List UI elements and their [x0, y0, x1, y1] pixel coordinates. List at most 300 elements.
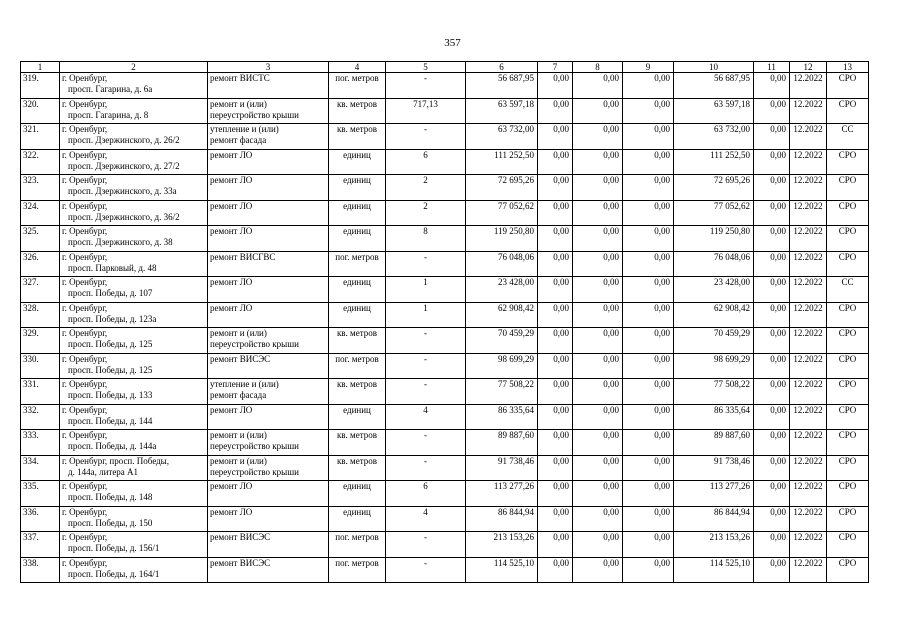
- unit-cell: кв. метров: [329, 379, 386, 405]
- address-line-2: просп. Победы, д. 156/1: [68, 543, 160, 553]
- work-type-line-1: ремонт ЛО: [210, 200, 253, 211]
- completion-date-cell: 12.2022: [790, 200, 827, 226]
- column-header: 8: [573, 62, 623, 73]
- owner-funds-cell: 114 525,10: [674, 557, 754, 583]
- unit-cell: единиц: [329, 506, 386, 532]
- work-type-line-1: утепление и (или): [210, 379, 279, 389]
- address-cell: [60, 302, 208, 328]
- local-funds-cell: 0,00: [623, 379, 674, 405]
- fund-type-cell: СРО: [827, 302, 869, 328]
- unit-cell: единиц: [329, 226, 386, 252]
- regional-funds-cell: 0,00: [573, 353, 623, 379]
- work-type-line-1: ремонт ЛО: [210, 506, 253, 517]
- unit-cell: единиц: [329, 149, 386, 175]
- row-number-cell: 327.: [21, 277, 60, 303]
- address-line-2: просп. Парковый, д. 48: [68, 262, 157, 273]
- total-cost-cell: 77 052,62: [466, 200, 538, 226]
- other-funds-cell: 0,00: [754, 200, 790, 226]
- quantity-cell: 4: [386, 506, 466, 532]
- table-row: [21, 302, 869, 328]
- work-type-line-1: утепление и (или): [210, 124, 279, 134]
- address-line-1: г. Оренбург,: [62, 251, 108, 262]
- fund-type-cell: СРО: [827, 328, 869, 354]
- row-number-cell: 332.: [21, 404, 60, 430]
- other-funds-cell: 0,00: [754, 73, 790, 99]
- work-type-cell: [208, 379, 329, 405]
- regional-funds-cell: 0,00: [573, 328, 623, 354]
- federal-funds-cell: 0,00: [538, 302, 573, 328]
- address-line-2: просп. Победы, д. 150: [68, 517, 153, 528]
- local-funds-cell: 0,00: [623, 124, 674, 150]
- unit-cell: пог. метров: [329, 251, 386, 277]
- local-funds-cell: 0,00: [623, 328, 674, 354]
- work-type-line-2: ремонт фасада: [210, 135, 267, 145]
- table-row: [21, 379, 869, 405]
- column-header: 10: [674, 62, 754, 73]
- owner-funds-cell: 91 738,46: [674, 455, 754, 481]
- work-type-line-1: ремонт и (или): [210, 430, 267, 440]
- other-funds-cell: 0,00: [754, 379, 790, 405]
- quantity-cell: -: [386, 251, 466, 277]
- address-line-2: просп. Победы, д. 125: [68, 339, 153, 349]
- unit-cell: единиц: [329, 302, 386, 328]
- table-row: [21, 481, 869, 507]
- work-type-line-1: ремонт ЛО: [210, 481, 253, 491]
- row-number-cell: 326.: [21, 251, 60, 277]
- other-funds-cell: 0,00: [754, 557, 790, 583]
- address-line-1: г. Оренбург,: [62, 149, 108, 160]
- regional-funds-cell: 0,00: [573, 302, 623, 328]
- address-line-1: г. Оренбург,: [62, 200, 108, 211]
- local-funds-cell: 0,00: [623, 149, 674, 175]
- federal-funds-cell: 0,00: [538, 175, 573, 201]
- owner-funds-cell: 77 508,22: [674, 379, 754, 405]
- work-type-cell: [208, 124, 329, 150]
- quantity-cell: 6: [386, 481, 466, 507]
- fund-type-cell: СС: [827, 277, 869, 303]
- quantity-cell: 2: [386, 200, 466, 226]
- federal-funds-cell: 0,00: [538, 481, 573, 507]
- quantity-cell: -: [386, 379, 466, 405]
- column-number-row: [21, 62, 869, 73]
- column-header: 1: [21, 62, 60, 73]
- owner-funds-cell: 89 887,60: [674, 430, 754, 456]
- local-funds-cell: 0,00: [623, 481, 674, 507]
- total-cost-cell: 76 048,06: [466, 251, 538, 277]
- fund-type-cell: СРО: [827, 149, 869, 175]
- regional-funds-cell: 0,00: [573, 149, 623, 175]
- other-funds-cell: 0,00: [754, 149, 790, 175]
- completion-date-cell: 12.2022: [790, 251, 827, 277]
- regional-funds-cell: 0,00: [573, 379, 623, 405]
- federal-funds-cell: 0,00: [538, 532, 573, 558]
- local-funds-cell: 0,00: [623, 175, 674, 201]
- total-cost-cell: 98 699,29: [466, 353, 538, 379]
- local-funds-cell: 0,00: [623, 353, 674, 379]
- completion-date-cell: 12.2022: [790, 277, 827, 303]
- address-cell: [60, 506, 208, 532]
- address-line-1: г. Оренбург,: [62, 302, 108, 313]
- quantity-cell: -: [386, 353, 466, 379]
- unit-cell: пог. метров: [329, 532, 386, 558]
- unit-cell: пог. метров: [329, 353, 386, 379]
- fund-type-cell: СС: [827, 124, 869, 150]
- owner-funds-cell: 62 908,42: [674, 302, 754, 328]
- table-row: [21, 404, 869, 430]
- local-funds-cell: 0,00: [623, 73, 674, 99]
- address-cell: [60, 200, 208, 226]
- column-header: 2: [60, 62, 208, 73]
- address-line-2: просп. Гагарина, д. 8: [68, 109, 149, 120]
- unit-cell: единиц: [329, 404, 386, 430]
- other-funds-cell: 0,00: [754, 455, 790, 481]
- federal-funds-cell: 0,00: [538, 430, 573, 456]
- address-line-1: г. Оренбург,: [62, 532, 108, 542]
- owner-funds-cell: 213 153,26: [674, 532, 754, 558]
- total-cost-cell: 91 738,46: [466, 455, 538, 481]
- address-line-1: г. Оренбург,: [62, 226, 108, 236]
- row-number-cell: 320.: [21, 98, 60, 124]
- work-type-cell: [208, 226, 329, 252]
- row-number-cell: 330.: [21, 353, 60, 379]
- other-funds-cell: 0,00: [754, 302, 790, 328]
- work-type-line-2: переустройство крыши: [210, 466, 299, 477]
- quantity-cell: 4: [386, 404, 466, 430]
- work-type-line-1: ремонт и (или): [210, 328, 267, 338]
- regional-funds-cell: 0,00: [573, 481, 623, 507]
- address-cell: [60, 430, 208, 456]
- unit-cell: единиц: [329, 200, 386, 226]
- federal-funds-cell: 0,00: [538, 557, 573, 583]
- work-type-cell: [208, 98, 329, 124]
- row-number-cell: 328.: [21, 302, 60, 328]
- address-line-1: г. Оренбург,: [62, 98, 108, 109]
- table-row: [21, 251, 869, 277]
- local-funds-cell: 0,00: [623, 226, 674, 252]
- page-number: 357: [444, 37, 461, 49]
- row-number-cell: 331.: [21, 379, 60, 405]
- row-number-cell: 337.: [21, 532, 60, 558]
- completion-date-cell: 12.2022: [790, 149, 827, 175]
- quantity-cell: -: [386, 532, 466, 558]
- quantity-cell: 717,13: [386, 98, 466, 124]
- fund-type-cell: СРО: [827, 481, 869, 507]
- quantity-cell: 1: [386, 302, 466, 328]
- owner-funds-cell: 76 048,06: [674, 251, 754, 277]
- address-line-1: г. Оренбург,: [62, 379, 108, 389]
- owner-funds-cell: 63 597,18: [674, 98, 754, 124]
- total-cost-cell: 213 153,26: [466, 532, 538, 558]
- column-header: 6: [466, 62, 538, 73]
- regional-funds-cell: 0,00: [573, 124, 623, 150]
- local-funds-cell: 0,00: [623, 302, 674, 328]
- completion-date-cell: 12.2022: [790, 404, 827, 430]
- local-funds-cell: 0,00: [623, 506, 674, 532]
- table-row: [21, 532, 869, 558]
- work-type-line-1: ремонт ВИСГВС: [210, 251, 276, 262]
- fund-type-cell: СРО: [827, 251, 869, 277]
- unit-cell: единиц: [329, 175, 386, 201]
- address-line-1: г. Оренбург,: [62, 175, 108, 185]
- address-cell: [60, 481, 208, 507]
- regional-funds-cell: 0,00: [573, 277, 623, 303]
- completion-date-cell: 12.2022: [790, 532, 827, 558]
- other-funds-cell: 0,00: [754, 226, 790, 252]
- work-type-line-1: ремонт ЛО: [210, 149, 253, 160]
- completion-date-cell: 12.2022: [790, 124, 827, 150]
- quantity-cell: 1: [386, 277, 466, 303]
- completion-date-cell: 12.2022: [790, 430, 827, 456]
- local-funds-cell: 0,00: [623, 251, 674, 277]
- completion-date-cell: 12.2022: [790, 353, 827, 379]
- other-funds-cell: 0,00: [754, 353, 790, 379]
- address-cell: [60, 404, 208, 430]
- completion-date-cell: 12.2022: [790, 328, 827, 354]
- table-row: [21, 277, 869, 303]
- table-row: [21, 455, 869, 481]
- other-funds-cell: 0,00: [754, 328, 790, 354]
- address-cell: [60, 532, 208, 558]
- address-cell: [60, 149, 208, 175]
- federal-funds-cell: 0,00: [538, 506, 573, 532]
- federal-funds-cell: 0,00: [538, 149, 573, 175]
- total-cost-cell: 86 335,64: [466, 404, 538, 430]
- address-cell: [60, 251, 208, 277]
- work-type-cell: [208, 73, 329, 99]
- owner-funds-cell: 111 252,50: [674, 149, 754, 175]
- local-funds-cell: 0,00: [623, 200, 674, 226]
- work-type-cell: [208, 302, 329, 328]
- address-line-2: просп. Дзержинского, д. 38: [68, 237, 173, 247]
- row-number-cell: 335.: [21, 481, 60, 507]
- address-cell: [60, 328, 208, 354]
- local-funds-cell: 0,00: [623, 277, 674, 303]
- federal-funds-cell: 0,00: [538, 328, 573, 354]
- address-cell: [60, 73, 208, 99]
- table-row: [21, 353, 869, 379]
- address-cell: [60, 277, 208, 303]
- owner-funds-cell: 98 699,29: [674, 353, 754, 379]
- fund-type-cell: СРО: [827, 73, 869, 99]
- regional-funds-cell: 0,00: [573, 73, 623, 99]
- address-cell: [60, 557, 208, 583]
- table-row: [21, 149, 869, 175]
- federal-funds-cell: 0,00: [538, 251, 573, 277]
- unit-cell: кв. метров: [329, 124, 386, 150]
- quantity-cell: -: [386, 455, 466, 481]
- table-row: [21, 98, 869, 124]
- address-line-1: г. Оренбург,: [62, 481, 108, 491]
- row-number-cell: 324.: [21, 200, 60, 226]
- table-row: [21, 175, 869, 201]
- row-number-cell: 321.: [21, 124, 60, 150]
- local-funds-cell: 0,00: [623, 557, 674, 583]
- unit-cell: кв. метров: [329, 328, 386, 354]
- completion-date-cell: 12.2022: [790, 98, 827, 124]
- row-number-cell: 325.: [21, 226, 60, 252]
- work-type-cell: [208, 404, 329, 430]
- fund-type-cell: СРО: [827, 175, 869, 201]
- regional-funds-cell: 0,00: [573, 455, 623, 481]
- regional-funds-cell: 0,00: [573, 251, 623, 277]
- completion-date-cell: 12.2022: [790, 379, 827, 405]
- completion-date-cell: 12.2022: [790, 557, 827, 583]
- column-header: 3: [208, 62, 329, 73]
- local-funds-cell: 0,00: [623, 430, 674, 456]
- row-number-cell: 333.: [21, 430, 60, 456]
- work-type-line-1: ремонт ВИСТС: [210, 73, 270, 83]
- row-number-cell: 334.: [21, 455, 60, 481]
- address-line-1: г. Оренбург,: [62, 506, 108, 517]
- column-header: 12: [790, 62, 827, 73]
- total-cost-cell: 62 908,42: [466, 302, 538, 328]
- column-header: 9: [623, 62, 674, 73]
- fund-type-cell: СРО: [827, 200, 869, 226]
- fund-type-cell: СРО: [827, 226, 869, 252]
- unit-cell: единиц: [329, 277, 386, 303]
- address-line-2: просп. Победы, д. 107: [68, 288, 153, 298]
- table-row: [21, 430, 869, 456]
- owner-funds-cell: 119 250,80: [674, 226, 754, 252]
- address-line-1: г. Оренбург,: [62, 353, 108, 364]
- regional-funds-cell: 0,00: [573, 557, 623, 583]
- completion-date-cell: 12.2022: [790, 481, 827, 507]
- owner-funds-cell: 77 052,62: [674, 200, 754, 226]
- column-header: 5: [386, 62, 466, 73]
- quantity-cell: -: [386, 124, 466, 150]
- regional-funds-cell: 0,00: [573, 175, 623, 201]
- address-line-1: г. Оренбург,: [62, 124, 108, 134]
- owner-funds-cell: 63 732,00: [674, 124, 754, 150]
- work-type-line-1: ремонт и (или): [210, 455, 267, 466]
- completion-date-cell: 12.2022: [790, 175, 827, 201]
- work-type-line-2: переустройство крыши: [210, 339, 299, 349]
- row-number-cell: 322.: [21, 149, 60, 175]
- work-type-cell: [208, 430, 329, 456]
- fund-type-cell: СРО: [827, 557, 869, 583]
- regional-funds-cell: 0,00: [573, 506, 623, 532]
- work-type-line-1: ремонт и (или): [210, 98, 267, 109]
- work-type-cell: [208, 557, 329, 583]
- work-type-line-1: ремонт ЛО: [210, 226, 253, 236]
- address-line-2: просп. Победы, д. 164/1: [68, 568, 160, 579]
- work-type-cell: [208, 506, 329, 532]
- owner-funds-cell: 72 695,26: [674, 175, 754, 201]
- total-cost-cell: 119 250,80: [466, 226, 538, 252]
- fund-type-cell: СРО: [827, 430, 869, 456]
- address-line-2: просп. Победы, д. 125: [68, 364, 153, 375]
- work-type-cell: [208, 328, 329, 354]
- row-number-cell: 329.: [21, 328, 60, 354]
- unit-cell: кв. метров: [329, 455, 386, 481]
- address-cell: [60, 379, 208, 405]
- work-type-cell: [208, 175, 329, 201]
- other-funds-cell: 0,00: [754, 175, 790, 201]
- quantity-cell: -: [386, 557, 466, 583]
- address-line-2: просп. Гагарина, д. 6а: [68, 84, 153, 94]
- total-cost-cell: 113 277,26: [466, 481, 538, 507]
- work-type-line-1: ремонт ВИСЭС: [210, 532, 271, 542]
- local-funds-cell: 0,00: [623, 455, 674, 481]
- work-type-cell: [208, 200, 329, 226]
- other-funds-cell: 0,00: [754, 124, 790, 150]
- row-number-cell: 323.: [21, 175, 60, 201]
- address-cell: [60, 455, 208, 481]
- quantity-cell: -: [386, 328, 466, 354]
- table-row: [21, 557, 869, 583]
- address-line-2: просп. Дзержинского, д. 33а: [68, 186, 177, 196]
- address-cell: [60, 98, 208, 124]
- owner-funds-cell: 86 844,94: [674, 506, 754, 532]
- total-cost-cell: 111 252,50: [466, 149, 538, 175]
- column-header: 7: [538, 62, 573, 73]
- table-row: [21, 73, 869, 99]
- owner-funds-cell: 86 335,64: [674, 404, 754, 430]
- address-line-2: просп. Дзержинского, д. 27/2: [68, 160, 180, 171]
- other-funds-cell: 0,00: [754, 532, 790, 558]
- other-funds-cell: 0,00: [754, 98, 790, 124]
- local-funds-cell: 0,00: [623, 532, 674, 558]
- work-type-line-2: переустройство крыши: [210, 441, 299, 451]
- address-line-1: г. Оренбург,: [62, 328, 108, 338]
- completion-date-cell: 12.2022: [790, 302, 827, 328]
- work-type-line-2: ремонт фасада: [210, 390, 267, 400]
- row-number-cell: 319.: [21, 73, 60, 99]
- local-funds-cell: 0,00: [623, 98, 674, 124]
- column-header: 13: [827, 62, 869, 73]
- regional-funds-cell: 0,00: [573, 404, 623, 430]
- regional-funds-cell: 0,00: [573, 430, 623, 456]
- other-funds-cell: 0,00: [754, 430, 790, 456]
- address-line-1: г. Оренбург,: [62, 73, 108, 83]
- total-cost-cell: 23 428,00: [466, 277, 538, 303]
- completion-date-cell: 12.2022: [790, 73, 827, 99]
- address-line-1: г. Оренбург,: [62, 557, 108, 568]
- total-cost-cell: 56 687,95: [466, 73, 538, 99]
- table-row: [21, 200, 869, 226]
- address-line-1: г. Оренбург,: [62, 404, 108, 415]
- work-type-cell: [208, 455, 329, 481]
- total-cost-cell: 114 525,10: [466, 557, 538, 583]
- total-cost-cell: 89 887,60: [466, 430, 538, 456]
- work-type-line-1: ремонт ЛО: [210, 302, 253, 313]
- address-line-1: г. Оренбург,: [62, 277, 108, 287]
- federal-funds-cell: 0,00: [538, 200, 573, 226]
- work-type-cell: [208, 532, 329, 558]
- other-funds-cell: 0,00: [754, 481, 790, 507]
- total-cost-cell: 63 732,00: [466, 124, 538, 150]
- federal-funds-cell: 0,00: [538, 98, 573, 124]
- total-cost-cell: 77 508,22: [466, 379, 538, 405]
- table-row: [21, 506, 869, 532]
- federal-funds-cell: 0,00: [538, 124, 573, 150]
- federal-funds-cell: 0,00: [538, 379, 573, 405]
- row-number-cell: 336.: [21, 506, 60, 532]
- regional-funds-cell: 0,00: [573, 226, 623, 252]
- fund-type-cell: СРО: [827, 379, 869, 405]
- unit-cell: кв. метров: [329, 430, 386, 456]
- regional-funds-cell: 0,00: [573, 200, 623, 226]
- regional-funds-cell: 0,00: [573, 532, 623, 558]
- address-line-2: просп. Дзержинского, д. 36/2: [68, 211, 180, 222]
- fund-type-cell: СРО: [827, 98, 869, 124]
- column-header: 4: [329, 62, 386, 73]
- total-cost-cell: 72 695,26: [466, 175, 538, 201]
- table-body: [21, 73, 869, 583]
- fund-type-cell: СРО: [827, 455, 869, 481]
- fund-type-cell: СРО: [827, 506, 869, 532]
- work-type-cell: [208, 149, 329, 175]
